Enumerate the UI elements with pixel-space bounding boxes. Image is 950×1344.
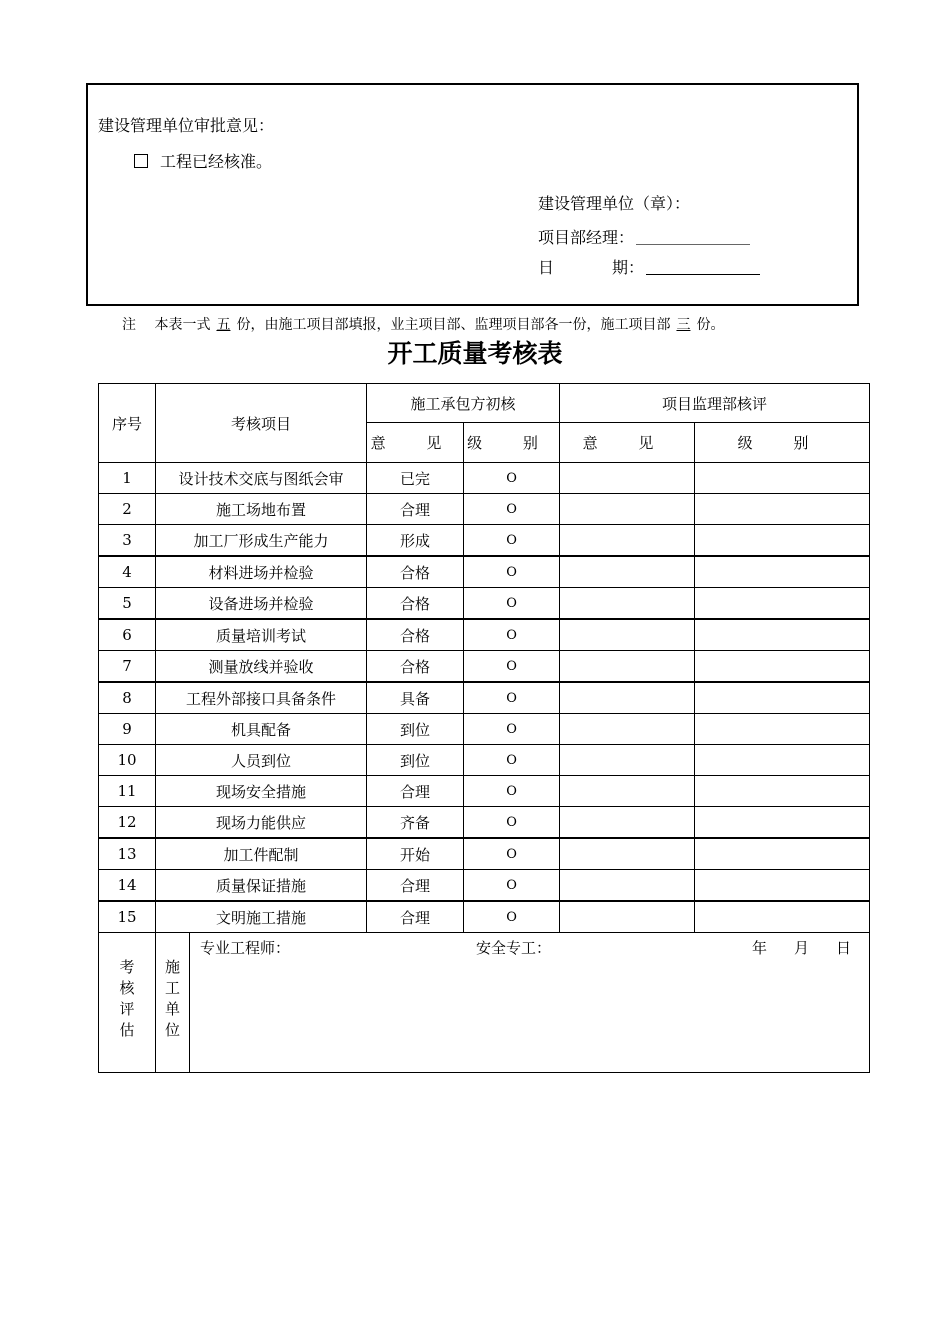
row-contractor-opinion: 合格	[367, 651, 464, 683]
approval-checkbox-label: 工程已经核准。	[160, 152, 273, 171]
evaluation-row	[99, 933, 870, 1073]
row-contractor-grade: O	[464, 838, 560, 870]
row-supervisor-opinion[interactable]	[560, 619, 695, 651]
approval-checkbox[interactable]	[134, 154, 148, 168]
row-item: 加工厂形成生产能力	[156, 525, 367, 557]
row-contractor-opinion: 合理	[367, 776, 464, 807]
table-row	[99, 838, 870, 870]
row-contractor-opinion: 合格	[367, 556, 464, 588]
eval-signature-area[interactable]	[190, 933, 870, 1073]
table-row	[99, 525, 870, 557]
table-row	[99, 745, 870, 776]
row-supervisor-grade[interactable]	[695, 745, 870, 776]
row-supervisor-opinion[interactable]	[560, 525, 695, 557]
row-supervisor-grade[interactable]	[695, 714, 870, 745]
table-row	[99, 556, 870, 588]
table-row	[99, 494, 870, 525]
row-supervisor-opinion[interactable]	[560, 838, 695, 870]
header-contractor: 施工承包方初核	[367, 384, 560, 423]
row-supervisor-opinion[interactable]	[560, 463, 695, 494]
row-supervisor-opinion[interactable]	[560, 776, 695, 807]
table-row	[99, 714, 870, 745]
row-supervisor-grade[interactable]	[695, 838, 870, 870]
row-contractor-opinion: 到位	[367, 714, 464, 745]
page-title: 开工质量考核表	[387, 339, 563, 368]
footnote	[122, 314, 724, 334]
approval-date-row	[538, 255, 760, 278]
row-contractor-grade: O	[464, 525, 560, 557]
date-month: 月	[794, 939, 810, 957]
row-contractor-grade: O	[464, 714, 560, 745]
row-no: 12	[99, 807, 156, 839]
row-contractor-opinion: 合理	[367, 901, 464, 933]
row-supervisor-grade[interactable]	[695, 588, 870, 620]
row-contractor-grade: O	[464, 901, 560, 933]
row-no: 4	[99, 556, 156, 588]
row-contractor-grade: O	[464, 619, 560, 651]
row-supervisor-grade[interactable]	[695, 870, 870, 902]
unit-seal-label: 建设管理单位（章）：	[538, 194, 691, 213]
row-contractor-grade: O	[464, 776, 560, 807]
table-row	[99, 651, 870, 683]
note-copies: 五	[216, 317, 231, 333]
row-no: 7	[99, 651, 156, 683]
manager-label: 项目部经理：	[538, 228, 635, 247]
row-supervisor-grade[interactable]	[695, 525, 870, 557]
row-no: 8	[99, 682, 156, 714]
row-contractor-grade: O	[464, 651, 560, 683]
row-contractor-opinion: 开始	[367, 838, 464, 870]
row-item: 质量培训考试	[156, 619, 367, 651]
eval-label: 考核评估	[117, 958, 136, 1043]
row-contractor-opinion: 齐备	[367, 807, 464, 839]
row-supervisor-grade[interactable]	[695, 651, 870, 683]
row-supervisor-grade[interactable]	[695, 776, 870, 807]
row-item: 现场力能供应	[156, 807, 367, 839]
row-contractor-grade: O	[464, 682, 560, 714]
date-day: 日	[836, 939, 852, 957]
row-contractor-opinion: 形成	[367, 525, 464, 557]
table-row	[99, 682, 870, 714]
row-item: 施工场地布置	[156, 494, 367, 525]
row-item: 质量保证措施	[156, 870, 367, 902]
row-contractor-grade: O	[464, 588, 560, 620]
table-row	[99, 776, 870, 807]
date-label-a: 日	[538, 258, 555, 277]
row-supervisor-opinion[interactable]	[560, 682, 695, 714]
row-contractor-grade: O	[464, 870, 560, 902]
row-no: 2	[99, 494, 156, 525]
row-item: 加工件配制	[156, 838, 367, 870]
row-supervisor-opinion[interactable]	[560, 651, 695, 683]
date-year: 年	[752, 939, 768, 957]
note-middle: 份，由施工项目部填报，业主项目部、监理项目部各一份，施工项目部	[236, 317, 671, 333]
table-row	[99, 588, 870, 620]
row-contractor-opinion: 合格	[367, 588, 464, 620]
approval-checkbox-row	[134, 149, 272, 172]
row-item: 人员到位	[156, 745, 367, 776]
row-no: 3	[99, 525, 156, 557]
header-supervisor-opinion: 意 见	[560, 423, 695, 463]
row-supervisor-grade[interactable]	[695, 901, 870, 933]
table-row	[99, 807, 870, 839]
row-supervisor-opinion[interactable]	[560, 556, 695, 588]
row-supervisor-opinion[interactable]	[560, 807, 695, 839]
row-contractor-opinion: 到位	[367, 745, 464, 776]
quality-assessment-table	[98, 383, 870, 1073]
row-supervisor-opinion[interactable]	[560, 901, 695, 933]
table-row	[99, 901, 870, 933]
table-row	[99, 870, 870, 902]
row-supervisor-opinion[interactable]	[560, 588, 695, 620]
manager-signature-line[interactable]	[636, 230, 750, 245]
approval-section	[86, 83, 859, 306]
row-supervisor-grade[interactable]	[695, 556, 870, 588]
engineer-label: 专业工程师：	[200, 939, 291, 957]
row-contractor-opinion: 具备	[367, 682, 464, 714]
row-supervisor-opinion[interactable]	[560, 714, 695, 745]
row-item: 文明施工措施	[156, 901, 367, 933]
row-contractor-grade: O	[464, 745, 560, 776]
header-no: 序号	[99, 384, 156, 463]
header-supervisor-grade: 级 别	[695, 423, 870, 463]
row-contractor-opinion: 合理	[367, 494, 464, 525]
row-no: 14	[99, 870, 156, 902]
header-item: 考核项目	[156, 384, 367, 463]
row-item: 机具配备	[156, 714, 367, 745]
table-row	[99, 463, 870, 494]
row-no: 6	[99, 619, 156, 651]
row-supervisor-grade[interactable]	[695, 619, 870, 651]
row-contractor-grade: O	[464, 807, 560, 839]
row-supervisor-opinion[interactable]	[560, 745, 695, 776]
date-line[interactable]	[646, 260, 760, 275]
row-item: 设计技术交底与图纸会审	[156, 463, 367, 494]
row-no: 13	[99, 838, 156, 870]
row-item: 现场安全措施	[156, 776, 367, 807]
row-no: 11	[99, 776, 156, 807]
row-item: 工程外部接口具备条件	[156, 682, 367, 714]
row-no: 10	[99, 745, 156, 776]
date-label-b: 期：	[612, 258, 645, 277]
row-supervisor-grade[interactable]	[695, 807, 870, 839]
approval-title: 建设管理单位审批意见：	[98, 116, 275, 135]
unit-label: 施工单位	[163, 958, 181, 1043]
row-supervisor-grade[interactable]	[695, 463, 870, 494]
row-contractor-opinion: 合格	[367, 619, 464, 651]
row-supervisor-opinion[interactable]	[560, 870, 695, 902]
header-contractor-opinion: 意 见	[367, 423, 464, 463]
row-item: 设备进场并检验	[156, 588, 367, 620]
row-supervisor-grade[interactable]	[695, 682, 870, 714]
note-suffix: 份。	[696, 317, 725, 333]
header-supervisor: 项目监理部核评	[560, 384, 870, 423]
unit-label-cell	[156, 933, 190, 1073]
row-contractor-grade: O	[464, 463, 560, 494]
row-no: 1	[99, 463, 156, 494]
note-prefix: 注 本表一式	[122, 317, 211, 333]
row-no: 5	[99, 588, 156, 620]
row-no: 15	[99, 901, 156, 933]
note-kept: 三	[676, 317, 691, 333]
header-contractor-grade: 级 别	[464, 423, 560, 463]
row-contractor-opinion: 已完	[367, 463, 464, 494]
safety-label: 安全专工：	[476, 939, 552, 957]
eval-label-cell	[99, 933, 156, 1073]
row-supervisor-grade[interactable]	[695, 494, 870, 525]
row-item: 测量放线并验收	[156, 651, 367, 683]
row-supervisor-opinion[interactable]	[560, 494, 695, 525]
row-contractor-grade: O	[464, 556, 560, 588]
manager-row	[538, 225, 750, 248]
row-item: 材料进场并检验	[156, 556, 367, 588]
row-contractor-grade: O	[464, 494, 560, 525]
row-contractor-opinion: 合理	[367, 870, 464, 902]
table-row	[99, 619, 870, 651]
row-no: 9	[99, 714, 156, 745]
